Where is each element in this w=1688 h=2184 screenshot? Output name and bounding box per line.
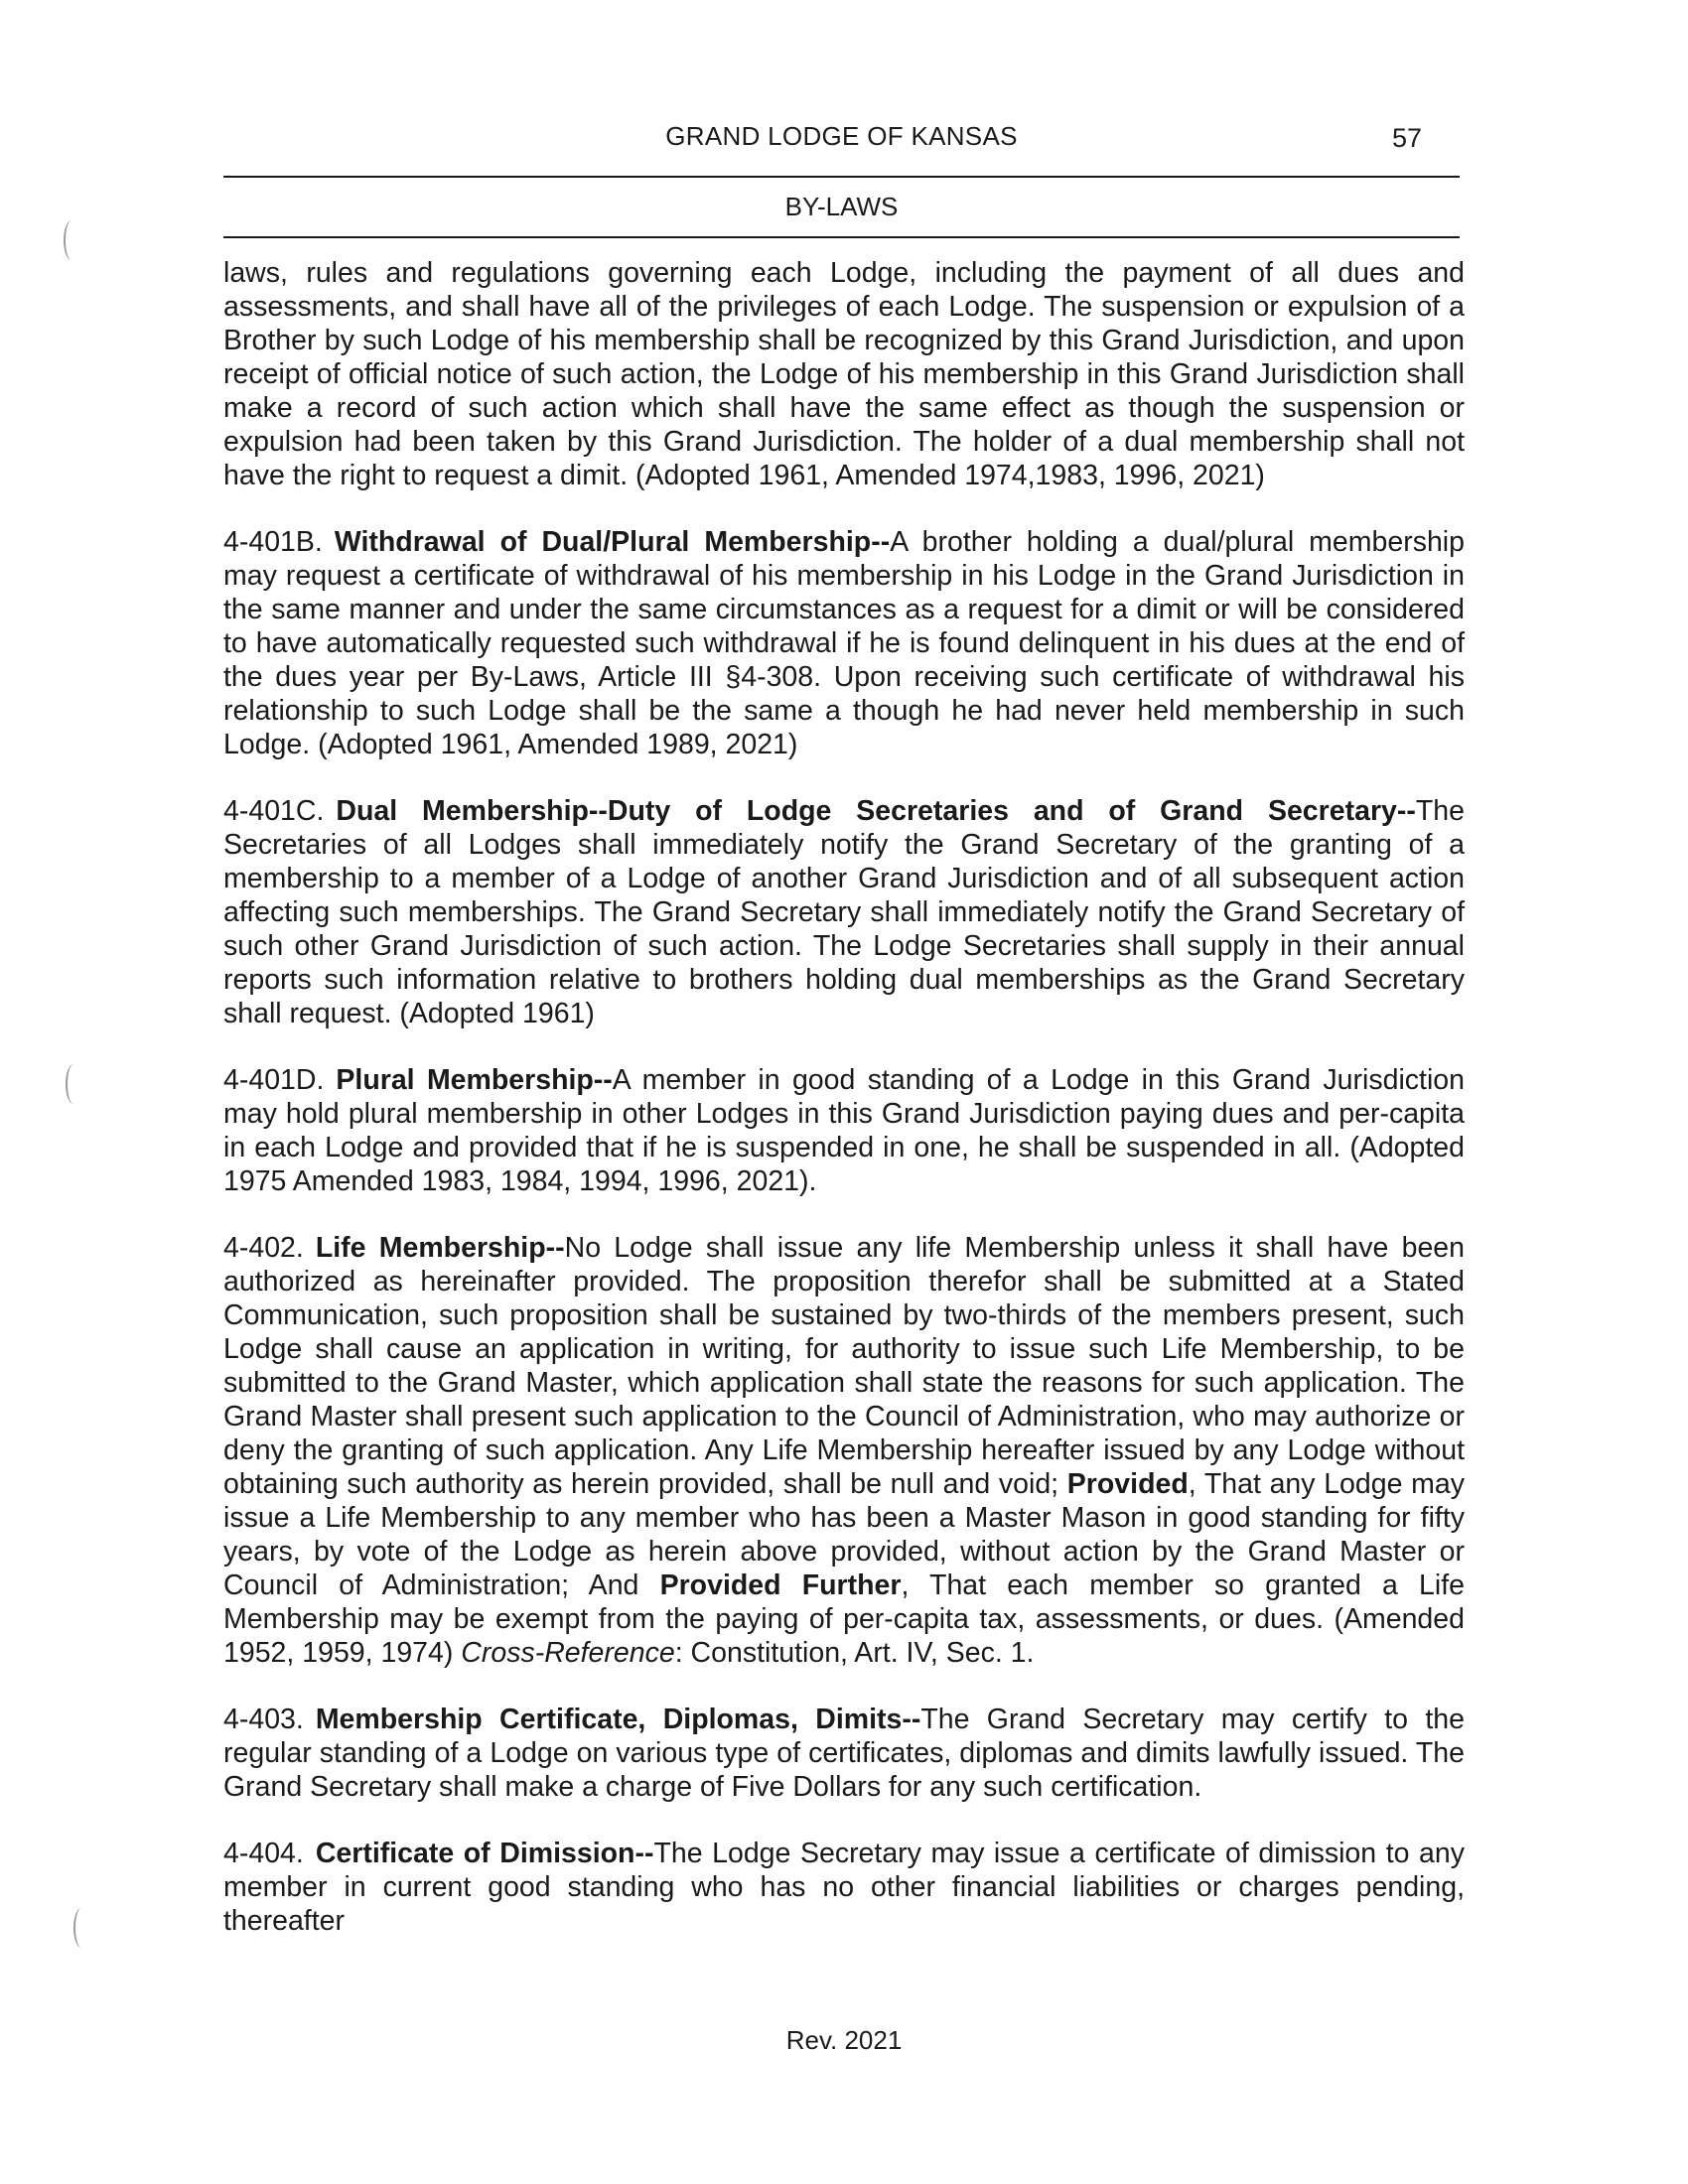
section-number: 4-403. <box>223 1704 304 1735</box>
paragraph-text: No Lodge shall issue any life Membership unless it shall have been authorized as hereinafter provided. The proposition therefor shall be submitted at a Stated Communication, such proposition shall be sustained by two-thirds of the members present, such Lodge shall cause an application in writing, for authority to issue such Life Membership, to be submitted to the Grand Master, which application shall state the reasons for such application. The Grand Master shall present such application to the Council of Administration, who may authorize or deny the granting of such application. Any Life Membership hereafter issued by any Lodge without obtaining such authority as herein provided, shall be null and void; <box>223 1232 1466 1500</box>
section-title: Membership Certificate, Diplomas, Dimits-- <box>315 1704 921 1735</box>
paragraph-text: The Lodge Secretary may issue a certificate of dimission to any member in current good standing who has no other financial liabilities or charges pending, thereafter <box>223 1838 1466 1937</box>
section-number: 4-401B. <box>223 526 323 558</box>
section-number: 4-402. <box>223 1232 304 1264</box>
paragraph-text: laws, rules and regulations governing each Lodge, including the payment of all dues and assessments, and shall have all of the privileges of each Lodge. The suspension or expulsion of a Brother by such Lodge of his membership shall be recognized by this Grand Jurisdiction, and upon receipt of official notice of such action, the Lodge of his membership in this Grand Jurisdiction shall make a record of such action which shall have the same effect as though the suspension or expulsion had been taken by this Grand Jurisdiction. The holder of a dual membership shall not have the right to request a dimit. (Adopted 1961, Amended 1974,1983, 1996, 2021) <box>223 257 1465 491</box>
revision-label: Rev. 2021 <box>785 2025 903 2055</box>
binder-hole-mark <box>64 220 79 260</box>
section-title: Withdrawal of Dual/Plural Membership-- <box>334 526 891 558</box>
section-number: 4-401D. <box>223 1064 325 1096</box>
page-footer <box>0 2025 1688 2056</box>
page-header <box>223 121 1460 238</box>
paragraph-text: A member in good standing of a Lodge in this Grand Jurisdiction may hold plural membership in other Lodges in this Grand Jurisdiction paying dues and per-capita in each Lodge and provided that if he is suspended in one, he shall be suspended in all. (Adopted 1975 Amended 1983, 1984, 1994, 1996, 2021). <box>223 1064 1465 1197</box>
section-number: 4-401C. <box>223 795 325 827</box>
paragraph-4-402 <box>223 1231 1465 1670</box>
paragraph-4-401c <box>223 794 1465 1030</box>
binder-hole-mark <box>66 1064 81 1104</box>
paragraph-text: , That each member so granted a Life Membership may be exempt from the paying of per-capita tax, assessments, or dues. (Amended 1952, 1959, 1974) <box>223 1570 1465 1669</box>
binder-hole-mark <box>73 1908 89 1948</box>
document-body <box>223 256 1465 1971</box>
paragraph-continued <box>223 256 1465 492</box>
section-title: Dual Membership--Duty of Lodge Secretaries and of Grand Secretary-- <box>336 795 1416 827</box>
section-title: Life Membership-- <box>315 1232 565 1264</box>
running-title: GRAND LODGE OF KANSAS <box>665 121 1018 151</box>
cross-reference-text: : Constitution, Art. IV, Sec. 1. <box>674 1637 1035 1669</box>
paragraph-text: , That any Lodge may issue a Life Membership to any member who has been a Master Mason in good standing for fifty years, by vote of the Lodge as herein above provided, without action by the Grand Master or Council of Administration; And <box>223 1468 1465 1601</box>
section-title: Plural Membership-- <box>336 1064 613 1096</box>
section-title: Certificate of Dimission-- <box>315 1838 654 1869</box>
paragraph-4-401d <box>223 1063 1465 1198</box>
page-number: 57 <box>1391 123 1422 153</box>
paragraph-4-404 <box>223 1837 1465 1938</box>
paragraph-text: The Grand Secretary may certify to the regular standing of a Lodge on various type of certificates, diplomas and dimits lawfully issued. The Grand Secretary shall make a charge of Five Dollars for any such certification. <box>223 1704 1466 1803</box>
emphasis-provided: Provided <box>1066 1468 1189 1500</box>
cross-reference-label: Cross-Reference <box>461 1637 675 1669</box>
section-label: BY-LAWS <box>784 192 899 221</box>
header-rule <box>223 236 1460 238</box>
paragraph-text: The Secretaries of all Lodges shall immediately notify the Grand Secretary of the granting of a membership to a member of a Lodge of another Grand Jurisdiction and of all subsequent action affecting such memberships. The Grand Secretary shall immediately notify the Grand Secretary of such other Grand Jurisdiction of such action. The Lodge Secretaries shall supply in their annual reports such information relative to brothers holding dual memberships as the Grand Secretary shall request. (Adopted 1961) <box>223 795 1465 1029</box>
section-number: 4-404. <box>223 1838 304 1869</box>
emphasis-provided-further: Provided Further <box>659 1570 902 1601</box>
paragraph-text: A brother holding a dual/plural membership may request a certificate of withdrawal of his membership in his Lodge in the Grand Jurisdiction in the same manner and under the same circumstances as a request for a dimit or will be considered to have automatically requested such withdrawal if he is found delinquent in his dues at the end of the dues year per By-Laws, Article III §4-308. Upon receiving such certificate of withdrawal his relationship to such Lodge shall be the same a though he had never held membership in such Lodge. (Adopted 1961, Amended 1989, 2021) <box>223 526 1465 760</box>
paragraph-4-403 <box>223 1703 1465 1804</box>
paragraph-4-401b <box>223 525 1465 761</box>
